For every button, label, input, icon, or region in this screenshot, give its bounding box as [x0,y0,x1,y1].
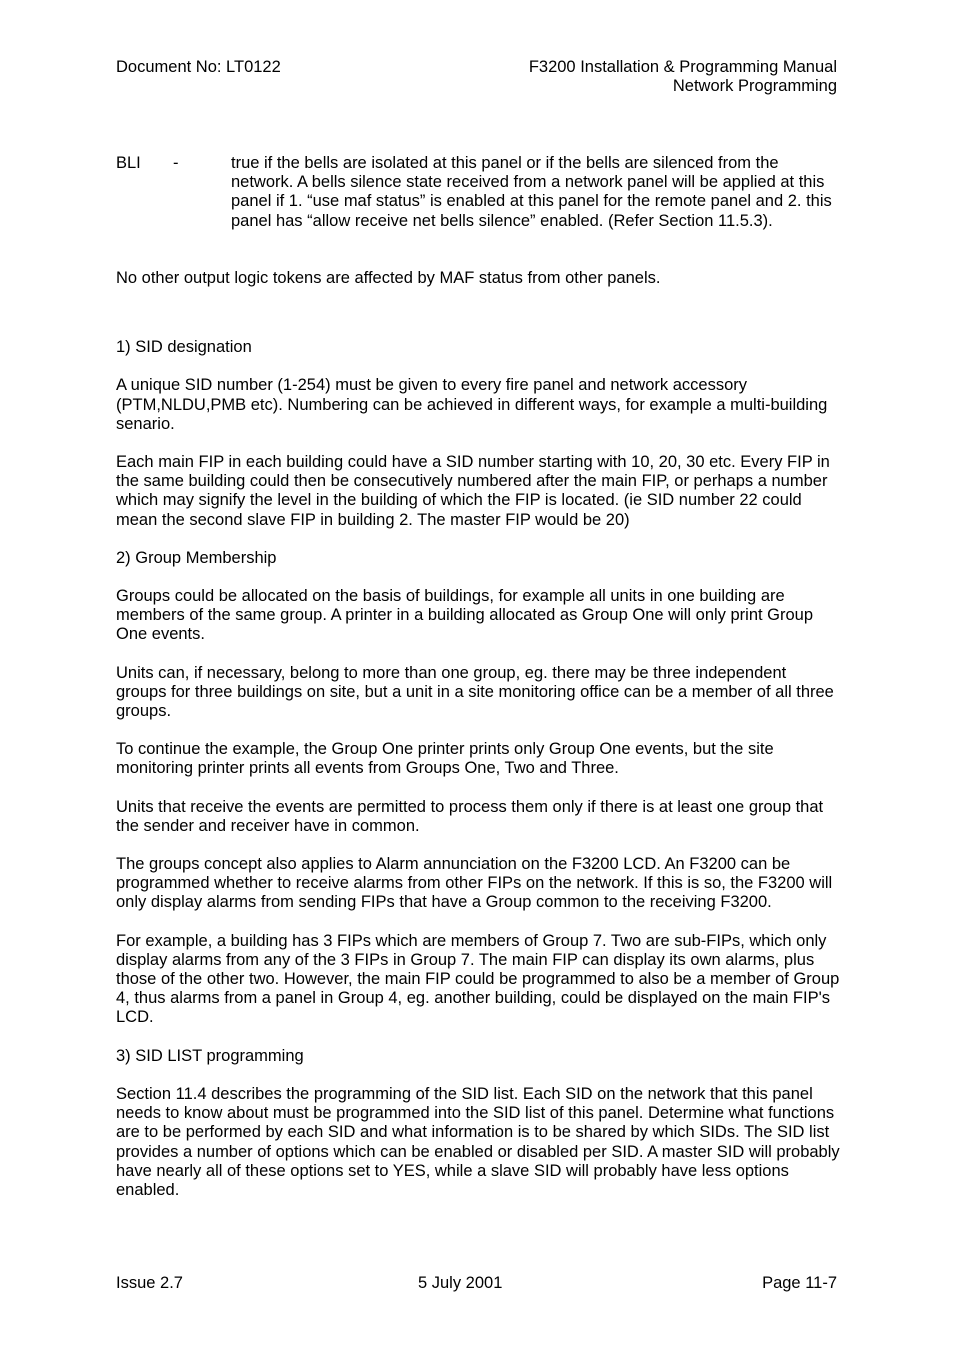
paragraph-sid-unique: A unique SID number (1-254) must be given to every fire panel and network accessory (PTM,NLDU,PMB etc). Numbering can be achieved in different ways, for example a multi-building senario. [116,376,828,433]
heading-sid-list: 3) SID LIST programming [116,1046,304,1065]
heading-sid-designation: 1) SID designation [116,338,252,357]
paragraph-sid-list: Section 11.4 describes the programming of the SID list. Each SID on the network that this panel needs to know about must be programmed into the SID list of this panel. Determine what functions are to be performed by each SID and what information is to be shared by which SIDs. The SID list provides a number of options which can be enabled or disabled per SID. A master SID will probably have nearly all of these options set to YES, while a slave SID will probably have less options enabled. [116,1084,840,1199]
footer-page-number: Page 11-7 [762,1274,837,1292]
heading-group-membership: 2) Group Membership [116,548,277,567]
header-doc-number: Document No: LT0122 [116,58,281,76]
paragraph-group-printer: To continue the example, the Group One printer prints only Group One events, but the site monitoring printer prints all events from Groups One, Two and Three. [116,740,774,778]
paragraph-sid-numbering: Each main FIP in each building could have a SID number starting with 10, 20, 30 etc. Every FIP in the same building could then be consecutively numbered after the main FIP, or perhaps a number which may signify the level in the building of which the FIP is located. (ie SID number 22 could mean the second slave FIP in building 2. The master FIP would be 20) [116,453,830,529]
footer-date: 5 July 2001 [418,1274,503,1292]
document-body [116,154,840,1200]
definition-dash: - [173,154,179,172]
paragraph-group-multiple: Units can, if necessary, belong to more than one group, eg. there may be three independent groups for three buildings on site, but a unit in a site monitoring office can be a member of all three groups. [116,663,834,721]
paragraph-group-buildings: Groups could be allocated on the basis of buildings, for example all units in one building are members of the same group. A printer in a building allocated as Group One will only print Group One events. [116,587,814,644]
definition-bli [116,154,840,250]
definition-text: true if the bells are isolated at this panel or if the bells are silenced from the network. A bells silence state received from a network panel will be applied at this panel if 1. “use maf status” is enabled at this panel for the remote panel and 2. this panel has “allow receive net bells silence” enabled. (Refer Section 11.5.3). [231,154,832,230]
header-manual-title: F3200 Installation & Programming Manual [528,58,837,76]
paragraph-group-example: For example, a building has 3 FIPs which are members of Group 7. Two are sub-FIPs, which only display alarms from any of the 3 FIPs in Group 7. The main FIP can display its own alarms, plus those of the other two. However, the main FIP could be programmed to also be a member of Group 4, thus alarms from a panel in Group 4, eg. another building, could be displayed on the main FIP's LCD. [116,931,840,1027]
header-section: Network Programming [672,77,837,96]
paragraph-maf-note: No other output logic tokens are affected by MAF status from other panels. [116,269,661,287]
paragraph-group-alarm: The groups concept also applies to Alarm annunciation on the F3200 LCD. An F3200 can be programmed whether to receive alarms from other FIPs on the network. If this is so, the F3200 will only display alarms from sending FIPs that have a Group common to the receiving F3200. [116,855,833,912]
header-right [529,58,837,96]
definition-term: BLI [116,154,141,172]
footer-issue: Issue 2.7 [116,1274,183,1292]
paragraph-group-common: Units that receive the events are permitted to process them only if there is at least one group that the sender and receiver have in common. [116,797,824,835]
